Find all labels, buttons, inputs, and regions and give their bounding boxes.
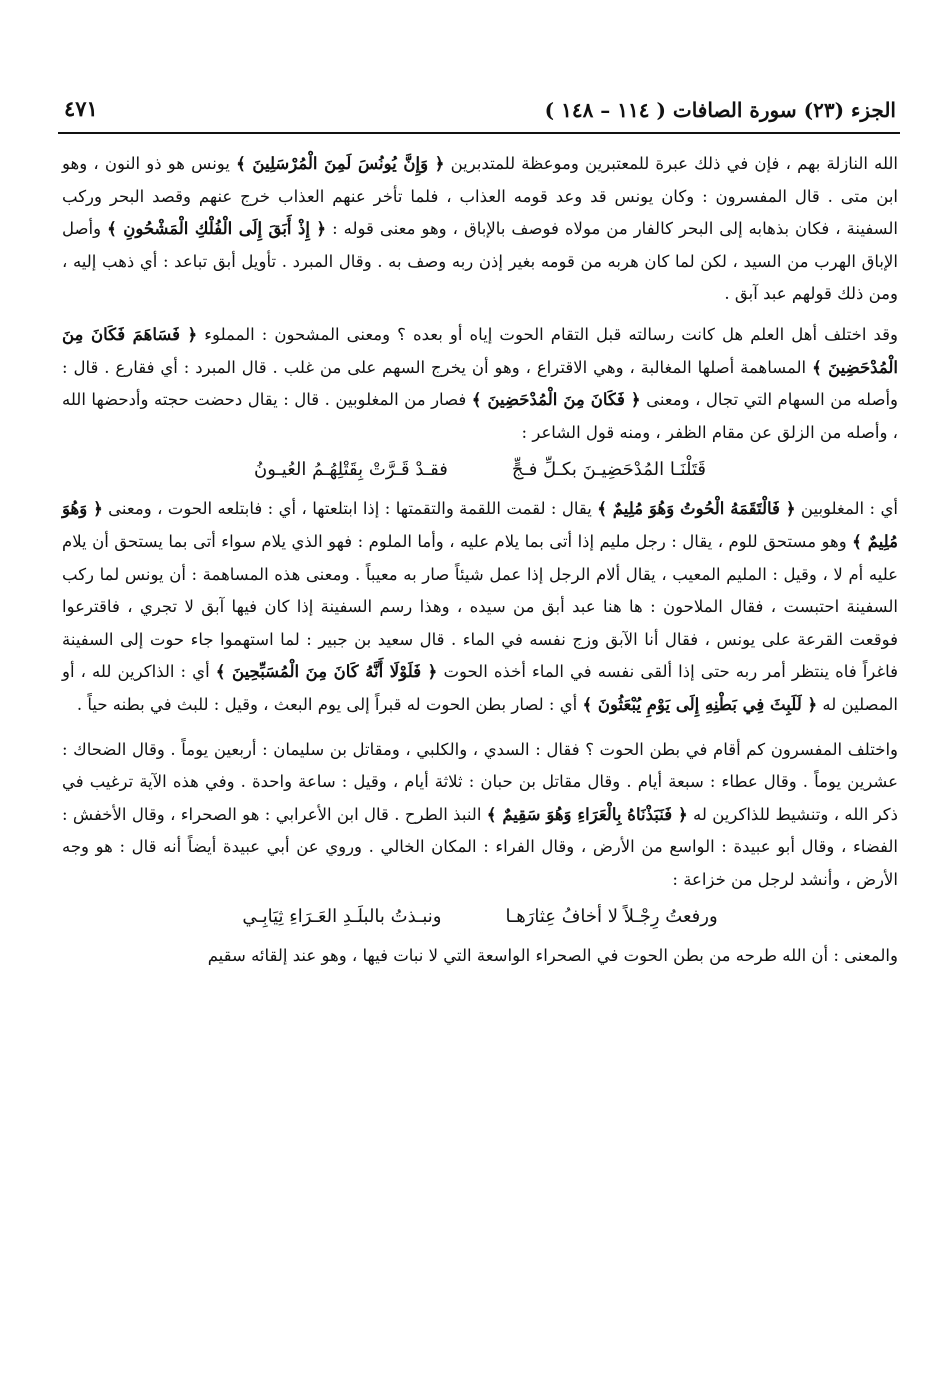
- poem-hemistich-left: ونبـذتُ بالبلَـدِ العَـرَاءِ ثِيَابِـي: [242, 906, 442, 928]
- paragraph: [62, 148, 898, 311]
- text-segment: أي : لصار بطن الحوت له قبراً إلى يوم البعث ، وقيل : للبث في بطنه حياً .: [76, 694, 578, 714]
- text-segment: وهو مستحق للوم ، يقال : رجل مليم إذا أتى بما يلام عليه ، وأما الملوم : فهو الذي يلام سواء أتى بما يستحق أن يلام عليه أم لا ، وقيل : المليم المعيب ، يقال ألام الرجل إذا عمل شيئاً صار به معيباً . ومعنى هذه المساهمة : أن يونس لما ركب السفينة احتبست ، فقال الملاحون : ها هنا عبد أبق من سيده ، وهذا رسم السفينة إذا كان فيها آبق لا تجري ، فاقترعوا فوقعت القرعة على يونس ، فقال أنا الآبق وزج نفسه في الماء . قال سعيد بن جبير : لما استهموا جاء حوت إلى السفينة فاغراً فاه ينتظر أمر ربه حتى إذا ألقى نفسه في الماء أخذه الحوت: [62, 531, 899, 682]
- running-title: الجزء (٢٣) سورة الصافات ( ١١٤ – ١٤٨ ): [544, 98, 896, 122]
- poem-verse: [62, 900, 898, 934]
- text-segment: يقال : لقمت اللقمة والتقمتها : إذا ابتلعتها ، أي : فابتلعه الحوت ، ومعنى: [108, 499, 592, 519]
- quran-verse: ﴿ فَلَوْلَا أَنَّهُ كَانَ مِنَ الْمُسَبِّحِينَ ﴾: [215, 662, 438, 682]
- text-segment: وأصل الإباق الهرب من السيد ، لكن لما كان هربه من قومه بغير إذن ربه وصف به . وقال المبرد . تأويل أبق تباعد : أي ذهب إليه ، ومن ذلك قولهم عبد آبق .: [62, 219, 898, 304]
- paragraph: [62, 734, 898, 897]
- page-number: ٤٧١: [64, 96, 98, 121]
- quran-verse: ﴿ فَكَانَ مِنَ الْمُدْحَضِينَ ﴾: [471, 390, 641, 410]
- text-segment: أي : المغلوبين: [800, 499, 898, 519]
- text-segment: فصار من المغلوبين . قال : يقال دحضت حجته وأدحضها الله ، وأصله من الزلق عن مقام الظفر ، ومنه قول الشاعر :: [62, 390, 898, 442]
- quran-verse: ﴿ لَلَبِثَ فِي بَطْنِهِ إِلَى يَوْمِ يُبْعَثُونَ ﴾: [582, 694, 818, 714]
- quran-verse: ﴿ فَالْتَقَمَهُ الْحُوتُ وَهُوَ مُلِيمٌ ﴾: [597, 499, 796, 519]
- quran-verse: ﴿ وَإِنَّ يُونُسَ لَمِنَ الْمُرْسَلِينَ ﴾: [236, 154, 445, 173]
- poem-hemistich-right: قَتَلْنَـا المُدْحَضِيـنَ بكـلِّ فـجٍّ: [511, 459, 706, 481]
- text-segment: يونس هو ذو النون ، وهو ابن متى . قال المفسرون : وكان يونس قد وعد قومه العذاب ، فلما تأخر عنهم العذاب خرج عنهم وقصد البحر وركب السفينة ، فكان بذهابه إلى البحر كالفار من مولاه فوصف بالإباق ، وهو معنى قوله :: [62, 154, 899, 239]
- paragraph: [62, 493, 898, 721]
- quran-verse: ﴿ فَنَبَذْنَاهُ بِالْعَرَاءِ وَهُوَ سَقِيمٌ ﴾: [486, 804, 688, 824]
- page-header: [58, 92, 900, 134]
- text-segment: النبذ الطرح . قال ابن الأعرابي : هو الصحراء ، وقال الأخفش : الفضاء ، وقال أبو عبيدة : الواسع من الأرض ، وقال الفراء : المكان الخالي . وروي عن أبي عبيدة أيضاً أنه قال : هو وجه الأرض ، وأنشد لرجل من خزاعة :: [62, 804, 898, 889]
- text-segment: وقد اختلف أهل العلم هل كانت رسالته قبل التقام الحوت إياه أو بعده ؟ ومعنى المشحون : المملوء: [204, 324, 898, 344]
- poem-verse: [62, 453, 898, 487]
- text-segment: المساهمة أصلها المغالبة ، وهي الاقتراع ، وهو أن يخرج السهم على من غلب . قال المبرد : أي فقارع . قال : وأصله من السهام التي تجال ، ومعنى: [62, 357, 899, 410]
- text-segment: واختلف المفسرون كم أقام في بطن الحوت ؟ فقال : السدي ، والكلبي ، ومقاتل بن سليمان : أربعين يوماً . وقال الضحاك : عشرين يوماً . وقال عطاء : سبعة أيام . وقال مقاتل بن حبان : ثلاثة أيام ، وقيل : ساعة واحدة . وفي هذه الآية ترغيب في ذكر الله ، وتنشيط للذاكرين له: [62, 739, 899, 824]
- quran-verse: ﴿ إِذْ أَبَقَ إِلَى الْفُلْكِ الْمَشْحُونِ ﴾: [107, 219, 327, 239]
- paragraph: [62, 319, 898, 449]
- text-segment: الله النازلة بهم ، فإن في ذلك عبرة للمعتبرين وموعظة للمتدبرين: [450, 154, 899, 173]
- page-body: [62, 148, 898, 973]
- poem-hemistich-right: ورفعتُ رِجْـلاً لا أخافُ عِثارَهـا: [505, 906, 718, 928]
- quran-verse: ﴿ فَسَاهَمَ فَكَانَ مِنَ الْمُدْحَضِينَ ﴾: [62, 324, 898, 377]
- text-segment: أي : الذاكرين لله ، أو المصلين له: [62, 662, 898, 714]
- quran-verse: ﴿ وَهُوَ مُلِيمٌ ﴾: [62, 499, 898, 551]
- text-segment: والمعنى : أن الله طرحه من بطن الحوت في الصحراء الواسعة التي لا نبات فيها ، وهو عند إلقائه سقيم: [207, 946, 898, 966]
- poem-hemistich-left: فقـدْ قَـرَّتْ بِقَتْلِهُـمُ العُيـونُ: [254, 459, 448, 481]
- paragraph: [62, 940, 898, 973]
